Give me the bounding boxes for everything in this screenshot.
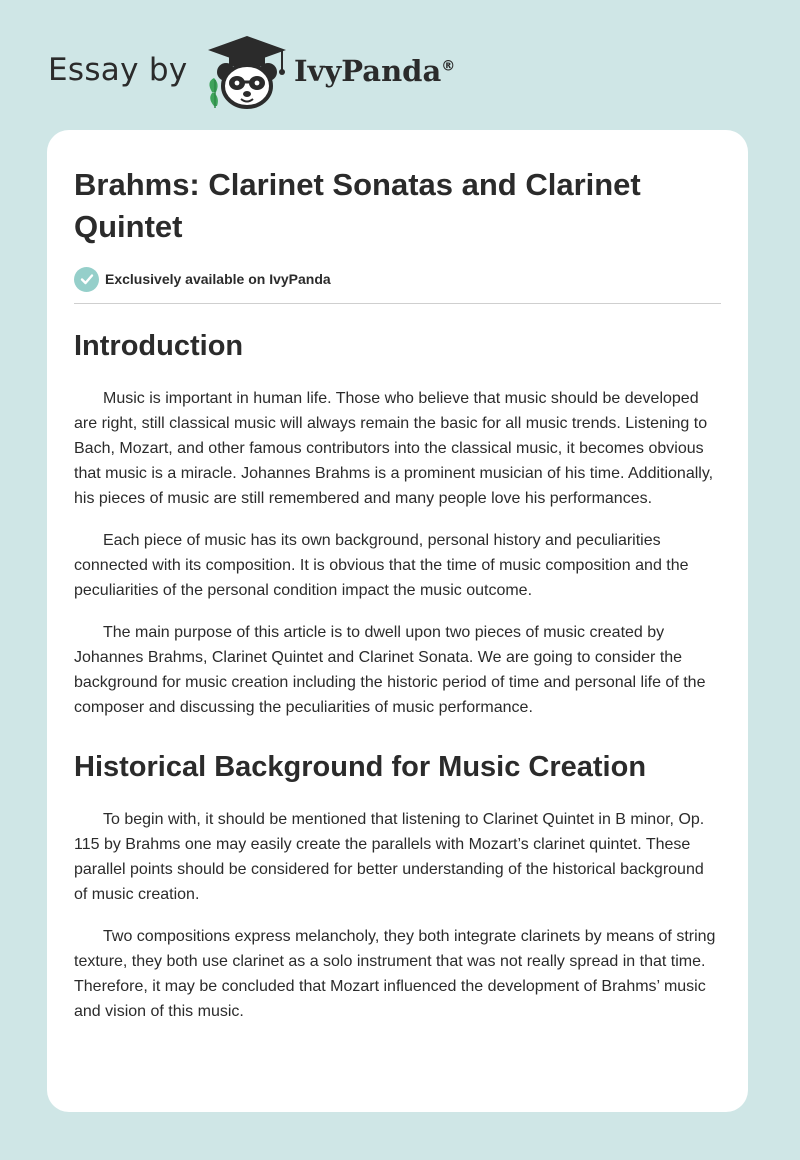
section-introduction-body <box>74 386 721 720</box>
paragraph: Each piece of music has its own background, personal history and peculiarities connected with its composition. It is obvious that the time of music composition and the peculiarities of the personal condition impact the music outcome. <box>74 532 689 599</box>
divider <box>74 303 721 304</box>
paragraph: The main purpose of this article is to dwell upon two pieces of music created by Johannes Brahms, Clarinet Quintet and Clarinet Sonata. We are going to consider the background for music creation including the historic period of time and personal life of the composer and discussing the peculiarities of music performance. <box>74 624 706 716</box>
essay-card <box>47 130 748 1112</box>
section-historical-background-body <box>74 807 721 1024</box>
section-heading-historical-background: Historical Background for Music Creation <box>74 751 647 783</box>
panda-logo-icon <box>202 34 292 110</box>
badge-text: Exclusively available on IvyPanda <box>105 271 331 287</box>
essay-by-label: Essay by <box>48 52 188 88</box>
paragraph: Two compositions express melancholy, they both integrate clarinets by means of string texture, they both use clarinet as a solo instrument that was not really spread in that time. Therefore, it may be concluded that Mozart influenced the development of Brahms’ music and vision of this music. <box>74 928 716 1020</box>
brand-name: IvyPanda® <box>294 54 456 88</box>
registered-mark: ® <box>441 58 456 75</box>
paragraph: To begin with, it should be mentioned that listening to Clarinet Quintet in B minor, Op. 115 by Brahms one may easily create the parallels with Mozart’s clarinet quintet. These parallel points should be considered for better understanding of the historical background of music creation. <box>74 811 705 903</box>
site-header <box>48 34 508 114</box>
page-title: Brahms: Clarinet Sonatas and Clarinet Quintet <box>74 167 641 244</box>
exclusive-badge <box>74 266 721 292</box>
paragraph: Music is important in human life. Those who believe that music should be developed are right, still classical music will always remain the basic for all music trends. Listening to Bach, Mozart, and other famous contributors into the classical music, it becomes obvious that music is a miracle. Johannes Brahms is a prominent musician of his time. Additionally, his pieces of music are still remembered and many people love his performances. <box>74 390 714 507</box>
section-heading-introduction: Introduction <box>74 330 244 362</box>
checkmark-icon <box>74 267 99 292</box>
